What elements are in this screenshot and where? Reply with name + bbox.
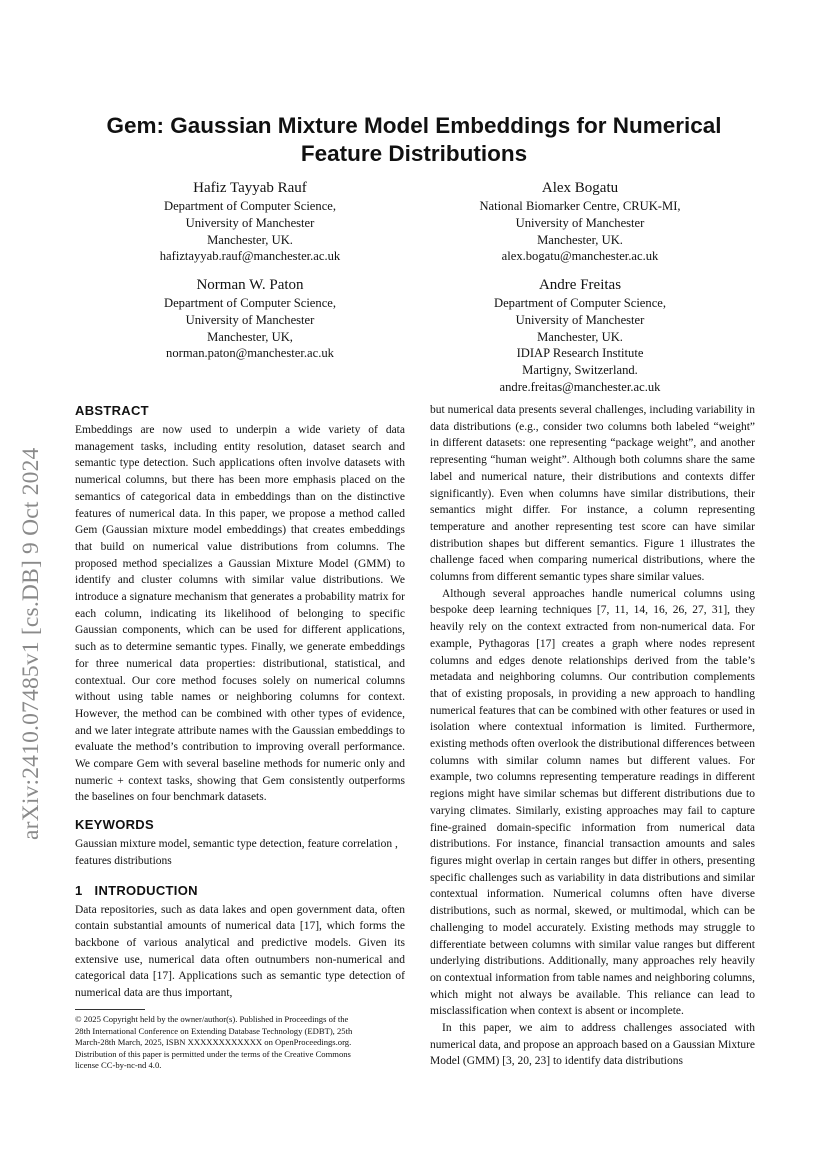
footnote-line: March-28th March, 2025, ISBN XXXXXXXXXXXX on OpenProceedings.org. bbox=[75, 1037, 352, 1048]
introduction-paragraph-3: In this paper, we aim to address challenges associated with numerical data, and propose an approach based on a Gaussian Mixture Model (GMM) [3, 20, 23] to identify data distributions bbox=[430, 1022, 755, 1068]
author-affiliation: Department of Computer Science, bbox=[163, 296, 337, 310]
section-number: 1 bbox=[75, 882, 83, 898]
author-location: Manchester, UK. bbox=[207, 232, 293, 247]
title-line-2: Feature Distributions bbox=[300, 141, 528, 166]
section-title: INTRODUCTION bbox=[94, 882, 198, 898]
author-affiliation: University of Manchester bbox=[515, 215, 645, 230]
abstract-heading: ABSTRACT bbox=[75, 403, 149, 418]
author-block-bogatu bbox=[430, 178, 730, 265]
author-affiliation: Department of Computer Science, bbox=[493, 296, 667, 310]
author-block-rauf bbox=[100, 178, 400, 265]
author-email[interactable]: norman.paton@manchester.ac.uk bbox=[166, 346, 334, 361]
author-location: Manchester, UK. bbox=[537, 329, 623, 344]
author-name: Andre Freitas bbox=[538, 277, 622, 293]
author-block-paton bbox=[100, 275, 400, 362]
author-affiliation: University of Manchester bbox=[185, 312, 315, 327]
author-affiliation: IDIAP Research Institute bbox=[516, 346, 644, 361]
keywords-text: Gaussian mixture model, semantic type detection, feature correlation , features distributions bbox=[75, 838, 398, 867]
introduction-paragraph-1: Data repositories, such as data lakes and open government data, often contain substantial amounts of numerical data [17], which forms the backbone of various analytical and predictive models. Given its extensive use, numerical data often outnumbers non-numerical and categorical data [17]. Applications such as semantic type detection of numerical data are thus important, bbox=[75, 903, 405, 1000]
author-location: Manchester, UK, bbox=[207, 329, 293, 344]
author-affiliation: National Biomarker Centre, CRUK-MI, bbox=[479, 199, 681, 213]
title-line-1: Gem: Gaussian Mixture Model Embeddings for Numerical bbox=[106, 113, 722, 138]
introduction-heading bbox=[75, 882, 405, 900]
footnote-line: 28th International Conference on Extending Database Technology (EDBT), 25th bbox=[75, 1025, 353, 1036]
author-email[interactable]: alex.bogatu@manchester.ac.uk bbox=[501, 249, 659, 264]
right-column bbox=[430, 402, 755, 1070]
author-name: Norman W. Paton bbox=[196, 277, 304, 293]
introduction-paragraph-1-continued: but numerical data presents several challenges, including variability in data distributions (e.g., consider two columns both labeled “weight” in different datasets: one representing “package weight”, and another representing “human weight”. Although both columns share the same label and numerical nature, their distributions and contexts differ significantly). Even when columns have similar distributions, their semantics might differ. For instance, a column representing temperature and another representing test score can have similar distribution shapes but different semantics. Figure 1 illustrates the challenge faced when comparing numerical distributions, where the columns from different semantic types share similar values. bbox=[430, 404, 755, 584]
author-name: Hafiz Tayyab Rauf bbox=[193, 180, 307, 196]
paper-title bbox=[70, 112, 758, 168]
author-affiliation: Department of Computer Science, bbox=[163, 199, 337, 213]
abstract-text: Embeddings are now used to underpin a wide variety of data management tasks, including entity resolution, dataset search and semantic type detection. Such applications often involve datasets with numerical columns, but there has been more emphasis placed on the semantics of categorical data in embeddings than on the distinctive features of numerical data. In this paper, we propose a method called Gem (Gaussian mixture model embeddings) that creates embeddings that build on numerical value distributions from columns. The proposed method specializes a Gaussian Mixture Model (GMM) to identify and cluster columns with similar value distributions. We introduce a signature mechanism that generates a probability matrix for each column, indicating its likelihood of belonging to specific Gaussian components, which can be used for different applications, such as to determine semantic types. Finally, we generate embeddings for three numerical data properties: distributional, statistical, and contextual. Our core method focuses solely on numerical columns without using table names or neighboring columns for context. However, the method can be combined with other types of evidence, and we later integrate attribute names with the Gaussian embeddings to evaluate the method’s contribution to improving overall performance. We compare Gem with several baseline methods for numeric only and numeric + context tasks, showing that Gem consistently outperforms the baselines on four benchmark datasets. bbox=[75, 424, 405, 804]
author-affiliation: University of Manchester bbox=[515, 312, 645, 327]
footnote-line: license CC-by-nc-nd 4.0. bbox=[75, 1060, 162, 1071]
author-location: Manchester, UK. bbox=[537, 232, 623, 247]
left-column bbox=[75, 402, 405, 1002]
author-affiliation: University of Manchester bbox=[185, 215, 315, 230]
footnote-rule bbox=[75, 1009, 145, 1010]
introduction-paragraph-2: Although several approaches handle numerical columns using bespoke deep learning techniques [7, 11, 14, 16, 26, 27, 31], they heavily rely on the context extracted from non-numerical data. For example, Pythagoras [17] creates a graph where nodes represent columns and edges denote relationships derived from the table’s metadata and neighboring columns. Our contribution complements that of existing proposals, in providing a new approach to handling numerical features that can be combined with other features or used in isolation where contextual information is limited. Furthermore, existing methods often overlook the distributional differences between columns with similar column names but different values. For example, two columns representing temperature readings in different regions might have similar schemas but different distributions due to varying climates. Similarly, existing approaches may fail to capture fine-grained domain-specific information from numerical data distributions. For instance, financial transaction amounts and sales figures might overlap in certain ranges but differ in others, presenting specific challenges such as variability in data distributions and similar contextual information. Numerical columns often have diverse distributions, such as normal, skewed, or multimodal, which can be challenging to model accurately. Existing methods may struggle to differentiate between columns with similar value ranges but different underlying distributions. Additionally, many approaches rely heavily on contextual information from table names and neighboring columns, which might not always be available. This reliance can lead to misclassification when context is absent or incomplete. bbox=[430, 587, 755, 1018]
author-block-freitas bbox=[430, 275, 730, 396]
author-email[interactable]: andre.freitas@manchester.ac.uk bbox=[499, 379, 661, 394]
keywords-heading: KEYWORDS bbox=[75, 817, 154, 833]
arxiv-identifier[interactable]: arXiv:2410.07485v1 [cs.DB] 9 Oct 2024 bbox=[18, 447, 44, 840]
author-location: Martigny, Switzerland. bbox=[522, 363, 638, 378]
author-name: Alex Bogatu bbox=[541, 180, 619, 196]
footnote-line: © 2025 Copyright held by the owner/author(s). Published in Proceedings of the bbox=[75, 1014, 349, 1024]
footnote-line: Distribution of this paper is permitted under the terms of the Creative Commons bbox=[75, 1048, 351, 1059]
copyright-footnote bbox=[75, 1014, 405, 1072]
author-email[interactable]: hafiztayyab.rauf@manchester.ac.uk bbox=[159, 249, 341, 264]
